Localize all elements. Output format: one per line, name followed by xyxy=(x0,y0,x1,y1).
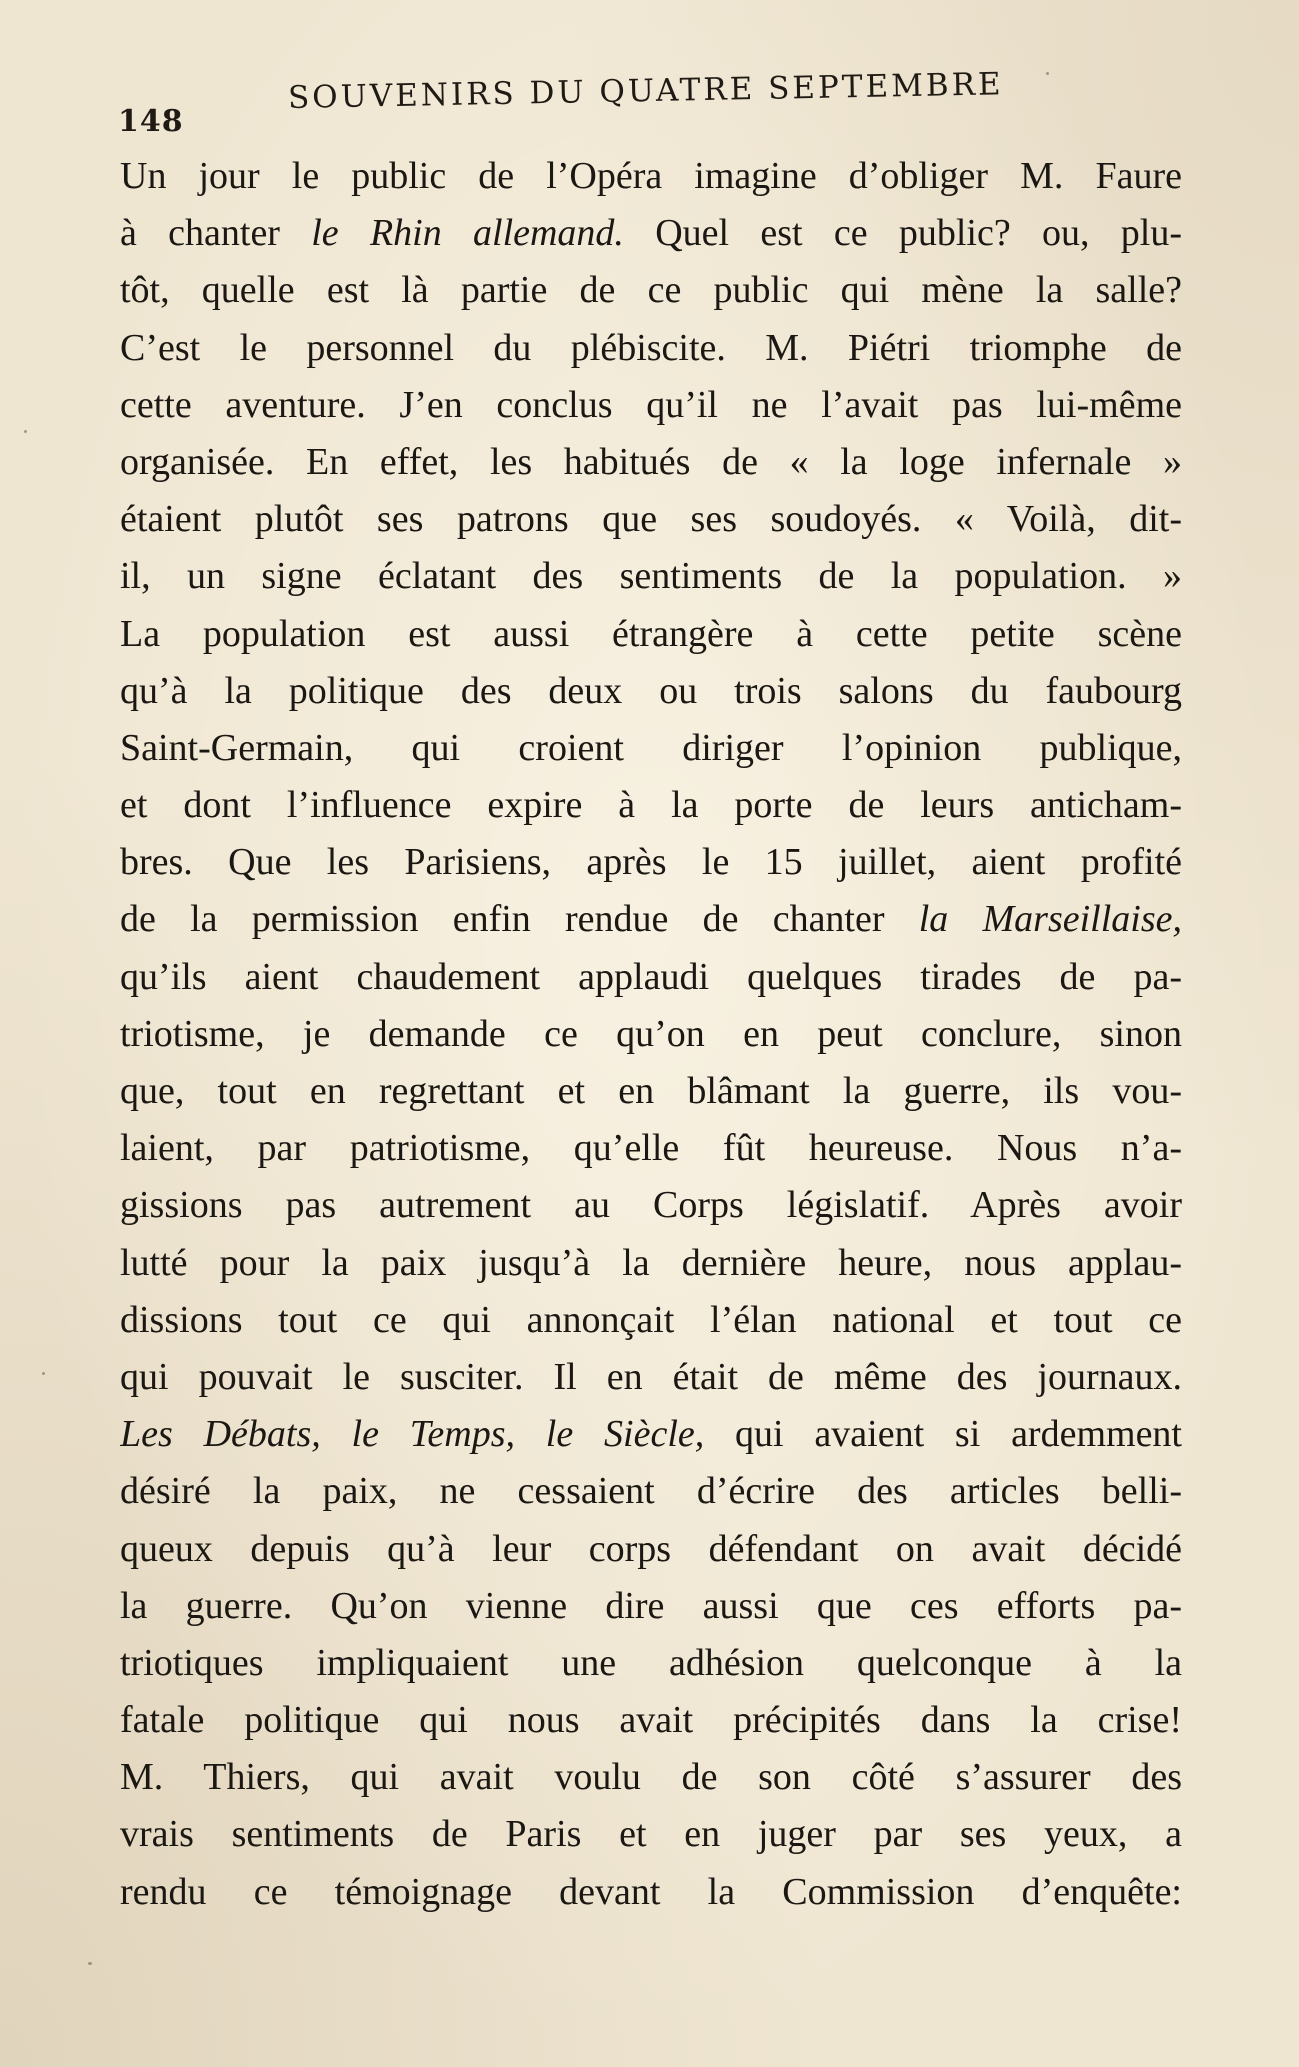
text-run: organisée. En effet, les habitués de « la loge infernale » xyxy=(120,440,1182,483)
text-line xyxy=(120,1463,1182,1520)
text-line xyxy=(120,491,1182,548)
text-run: étaient plutôt ses patrons que ses soudoyés. « Voilà, dit- xyxy=(120,498,1182,541)
text-run: Saint-Germain, qui croient diriger l’opinion publique, xyxy=(120,726,1182,769)
text-line xyxy=(120,1349,1182,1406)
text-line xyxy=(120,148,1182,205)
text-run: gissions pas autrement au Corps législatif. Après avoir xyxy=(120,1184,1182,1227)
paper-speck xyxy=(88,1962,92,1965)
text-run: la guerre. Qu’on vienne dire aussi que ces efforts pa- xyxy=(120,1584,1182,1627)
text-run: rendu ce témoignage devant la Commission d’enquête: xyxy=(120,1870,1182,1913)
text-run: C’est le personnel du plébiscite. M. Piétri triomphe de xyxy=(120,326,1182,369)
text-run: La population est aussi étrangère à cette petite scène xyxy=(120,612,1182,655)
text-run: queux depuis qu’à leur corps défendant on avait décidé xyxy=(120,1527,1182,1570)
text-line xyxy=(120,1749,1182,1806)
text-run: fatale politique qui nous avait précipités dans la crise! xyxy=(120,1699,1182,1742)
text-line xyxy=(120,548,1182,605)
text-line xyxy=(120,320,1182,377)
text-run: et dont l’influence expire à la porte de leurs anticham- xyxy=(120,784,1182,827)
text-line xyxy=(120,1063,1182,1120)
text-run: qui pouvait le susciter. Il en était de même des journaux. xyxy=(120,1355,1182,1398)
text-run: qui avaient si ardemment xyxy=(704,1413,1182,1456)
text-line xyxy=(120,663,1182,720)
text-line xyxy=(120,949,1182,1006)
text-run: à chanter xyxy=(120,212,312,255)
text-line xyxy=(120,606,1182,663)
text-line xyxy=(120,1864,1182,1921)
text-line xyxy=(120,720,1182,777)
text-line xyxy=(120,777,1182,834)
text-line xyxy=(120,1692,1182,1749)
text-line xyxy=(120,1406,1182,1463)
text-run: bres. Que les Parisiens, après le 15 juillet, aient profité xyxy=(120,841,1182,884)
text-run: cette aventure. J’en conclus qu’il ne l’avait pas lui-même xyxy=(120,383,1182,426)
text-run: lutté pour la paix jusqu’à la dernière heure, nous applau- xyxy=(120,1241,1182,1284)
text-line xyxy=(120,1578,1182,1635)
text-run: qu’ils aient chaudement applaudi quelques tirades de pa- xyxy=(120,955,1182,998)
text-line xyxy=(120,1177,1182,1234)
text-run: triotiques impliquaient une adhésion quelconque à la xyxy=(120,1641,1182,1684)
text-run: de la permission enfin rendue de chanter xyxy=(120,898,919,941)
text-line xyxy=(120,1521,1182,1578)
italic-text: Les Débats, le Temps, le Siècle, xyxy=(120,1413,705,1456)
text-line xyxy=(120,1635,1182,1692)
text-line xyxy=(120,891,1182,948)
text-run: Quel est ce public? ou, plu- xyxy=(623,212,1182,255)
text-run: M. Thiers, qui avait voulu de son côté s’assurer des xyxy=(120,1756,1182,1799)
paper-speck xyxy=(1046,72,1049,75)
text-run: qu’à la politique des deux ou trois salons du faubourg xyxy=(120,669,1182,712)
text-line xyxy=(120,1235,1182,1292)
text-run: laient, par patriotisme, qu’elle fût heureuse. Nous n’a- xyxy=(120,1127,1182,1170)
text-line xyxy=(120,1006,1182,1063)
text-line xyxy=(120,834,1182,891)
body-text xyxy=(120,148,1182,1921)
text-run: triotisme, je demande ce qu’on en peut conclure, sinon xyxy=(120,1012,1182,1055)
text-line xyxy=(120,434,1182,491)
text-line xyxy=(120,1292,1182,1349)
running-head xyxy=(118,66,1038,139)
text-line xyxy=(120,262,1182,319)
text-line xyxy=(120,205,1182,262)
text-run: il, un signe éclatant des sentiments de la population. » xyxy=(120,555,1182,598)
italic-text: la Marseillaise, xyxy=(918,898,1182,941)
text-line xyxy=(120,1806,1182,1863)
page-number: 148 xyxy=(118,104,184,139)
text-run: tôt, quelle est là partie de ce public qui mène la salle? xyxy=(120,269,1182,312)
text-run: Un jour le public de l’Opéra imagine d’obliger M. Faure xyxy=(120,155,1182,197)
text-run: désiré la paix, ne cessaient d’écrire des articles belli- xyxy=(120,1470,1182,1513)
paper-speck xyxy=(42,1372,45,1375)
text-line xyxy=(120,1120,1182,1177)
text-run: dissions tout ce qui annonçait l’élan national et tout ce xyxy=(120,1298,1182,1341)
italic-text: le Rhin allemand. xyxy=(311,212,624,255)
running-title: SOUVENIRS DU QUATRE SEPTEMBRE xyxy=(287,66,1004,116)
paper-speck xyxy=(24,430,27,433)
text-run: vrais sentiments de Paris et en juger par ses yeux, a xyxy=(120,1813,1182,1856)
text-run: que, tout en regrettant et en blâmant la guerre, ils vou- xyxy=(120,1070,1182,1112)
text-line xyxy=(120,377,1182,434)
